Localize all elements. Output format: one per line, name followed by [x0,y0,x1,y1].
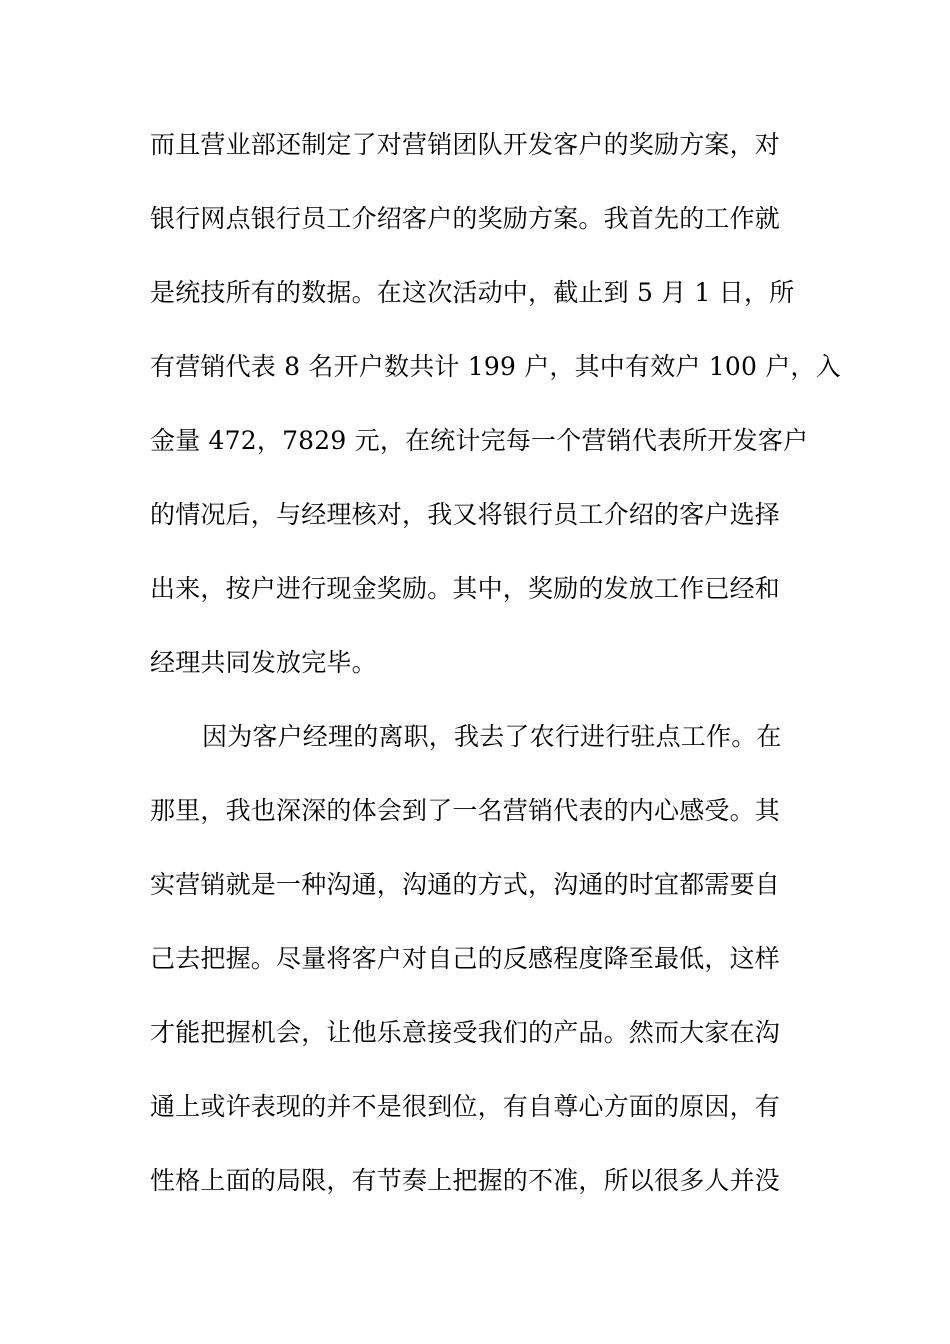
text-line: 才能把握机会，让他乐意接受我们的产品。然而大家在沟 [150,1018,781,1047]
text-line: 己去把握。尽量将客户对自己的反感程度降至最低，这样 [150,944,781,973]
text-line: 通上或许表现的并不是很到位，有自尊心方面的原因，有 [150,1092,781,1121]
text-line: 而且营业部还制定了对营销团队开发客户的奖励方案，对 [150,130,781,159]
document-body [150,108,841,1218]
text-line: 实营销就是一种沟通，沟通的方式，沟通的时宜都需要自 [150,870,781,899]
text-line: 那里，我也深深的体会到了一名营销代表的内心感受。其 [150,796,781,825]
text-line: 有营销代表 8 名开户数共计 199 户，其中有效户 100 户，入 [150,352,841,381]
paragraph-1 [150,108,841,700]
paragraph-2 [150,700,810,1218]
text-line: 银行网点银行员工介绍客户的奖励方案。我首先的工作就 [150,204,781,233]
text-line: 因为客户经理的离职，我去了农行进行驻点工作。在 [202,722,782,751]
text-line: 的情况后，与经理核对，我又将银行员工介绍的客户选择 [150,500,781,529]
text-line: 是统技所有的数据。在这次活动中，截止到 5 月 1 日，所 [150,278,795,307]
text-line: 性格上面的局限，有节奏上把握的不准，所以很多人并没 [150,1166,781,1195]
text-line: 金量 472，7829 元，在统计完每一个营销代表所开发客户 [150,426,809,455]
text-line: 出来，按户进行现金奖励。其中，奖励的发放工作已经和 [150,574,781,603]
text-line: 经理共同发放完毕。 [150,648,377,677]
